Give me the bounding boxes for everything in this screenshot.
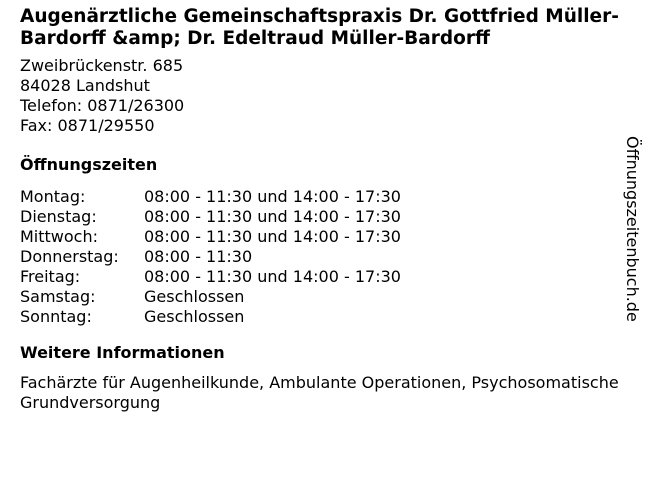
brand-watermark [612,136,652,364]
day-label: Mittwoch: [20,227,98,246]
time-value: 08:00 - 11:30 und 14:00 - 17:30 [144,267,401,286]
practice-name: Augenärztliche Gemeinschaftspraxis Dr. Gottfried Müller-Bardorff &amp; Dr. Edeltraud Müller-Bardorff [20,6,619,49]
hours-row-tuesday [20,207,620,227]
hours-row-sunday [20,307,620,327]
time-value: 08:00 - 11:30 und 14:00 - 17:30 [144,227,401,246]
time-value: 08:00 - 11:30 und 14:00 - 17:30 [144,187,401,206]
city-address: 84028 Landshut [20,76,150,95]
hours-row-wednesday [20,227,620,247]
day-label: Freitag: [20,267,81,286]
time-value: 08:00 - 11:30 [144,247,253,266]
hours-row-saturday [20,287,620,307]
more-info-text: Fachärzte für Augenheilkunde, Ambulante Operationen, Psychosomatische Grundversorgung [20,373,619,412]
opening-hours-heading: Öffnungszeiten [20,155,158,174]
day-label: Montag: [20,187,86,206]
opening-hours-table [20,187,620,327]
time-value: Geschlossen [144,307,245,326]
day-label: Donnerstag: [20,247,119,266]
time-value: Geschlossen [144,287,245,306]
brand-label: Öffnungszeitenbuch.de [623,136,642,322]
hours-row-monday [20,187,620,207]
more-info-heading: Weitere Informationen [20,343,225,362]
day-label: Dienstag: [20,207,97,226]
contact-block [20,56,620,136]
hours-row-thursday [20,247,620,267]
day-label: Samstag: [20,287,96,306]
time-value: 08:00 - 11:30 und 14:00 - 17:30 [144,207,401,226]
hours-row-friday [20,267,620,287]
fax-number: Fax: 0871/29550 [20,116,155,135]
phone-number: Telefon: 0871/26300 [20,96,185,115]
day-label: Sonntag: [20,307,92,326]
street-address: Zweibrückenstr. 685 [20,56,184,75]
practice-card [20,6,620,413]
